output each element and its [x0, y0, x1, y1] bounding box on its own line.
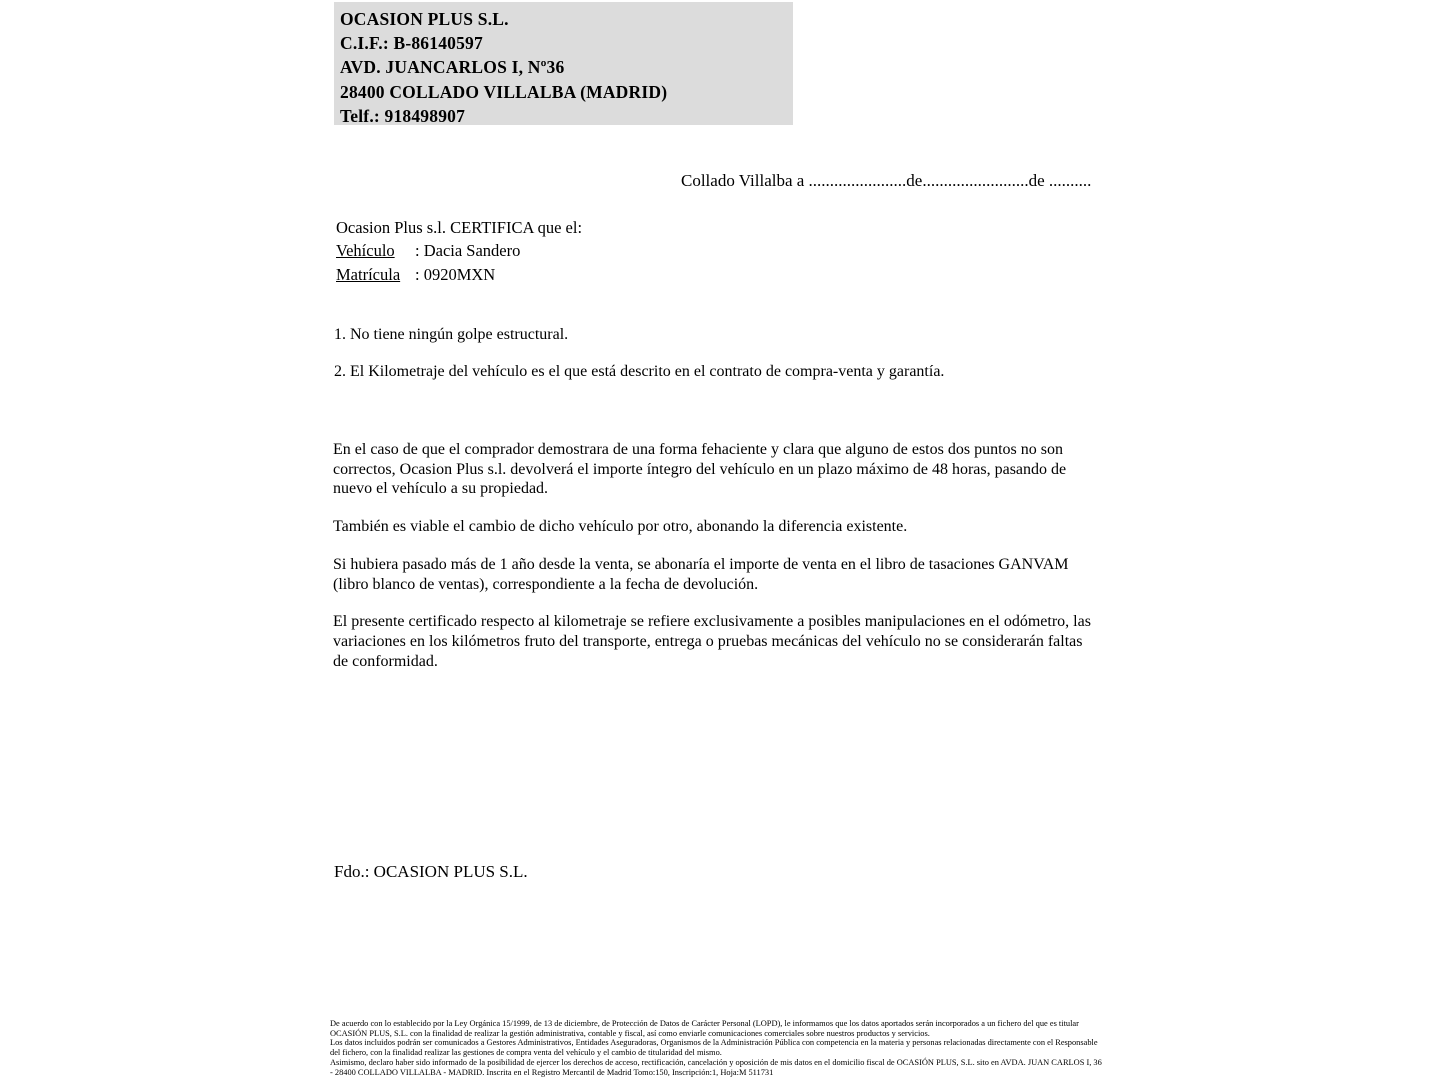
- company-city: 28400 COLLADO VILLALBA (MADRID): [340, 81, 668, 102]
- body-paragraphs: [333, 440, 1093, 689]
- certificate-intro: Ocasion Plus s.l. CERTIFICA que el:: [336, 218, 583, 237]
- company-phone: Telf.: 918498907: [340, 105, 466, 126]
- certificate-block: [336, 216, 582, 286]
- legal-footer: [330, 1019, 1102, 1077]
- paragraph-refund-guarantee: En el caso de que el comprador demostrara de una forma fehaciente y clara que alguno de estos dos puntos no son correctos, Ocasion Plus s.l. devolverá el importe íntegro del vehículo en un plazo máximo de 48 horas, pasando de nuevo el vehículo a su propiedad.: [333, 441, 1067, 498]
- vehicle-field-row: [336, 239, 582, 262]
- legal-paragraph-rights: Asimismo, declaro haber sido informado de la posibilidad de ejercer los derechos de acceso, rectificación, cancelación y oposición de mis datos en el domicilio fiscal de OCASIÓN PLUS, S.L. sito en AVDA. JUAN CARLOS I, 36 - 28400 COLLADO VILLALBA - MADRID. Inscrita en el Registro Mercantil de Madrid Tomo:150, Inscripción:1, Hoja:M 511731: [330, 1057, 1102, 1077]
- paragraph-odometer-disclaimer: El presente certificado respecto al kilometraje se refiere exclusivamente a posibles manipulaciones en el odómetro, las variaciones en los kilómetros fruto del transporte, entrega o pruebas mecánicas del vehículo no se considerarán faltas de conformidad.: [333, 613, 1091, 670]
- plate-value: : 0920MXN: [415, 264, 496, 284]
- legal-paragraph-data-sharing: Los datos incluidos podrán ser comunicados a Gestores Administrativos, Entidades Aseguradoras, Organismos de la Administración Pública con competencia en la materia y personas relacionadas directamente con el Responsable del fichero, con la finalidad realizar las gestiones de compra venta del vehículo y el cambio de titularidad del mismo.: [330, 1038, 1098, 1058]
- company-address: AVD. JUANCARLOS I, Nº36: [340, 57, 565, 78]
- plate-field-row: [336, 263, 582, 286]
- legal-paragraph-lopd: De acuerdo con lo establecido por la Ley Orgánica 15/1999, de 13 de diciembre, de Protección de Datos de Carácter Personal (LOPD), le informamos que los datos aportados serán incorporados a un fichero del que es titular OCASIÓN PLUS, S.L. con la finalidad de realizar la gestión administrativa, contable y fiscal, así como enviarle comunicaciones comerciales sobre nuestros productos y servicios.: [330, 1019, 1079, 1038]
- company-header-box: [334, 2, 793, 125]
- company-cif: C.I.F.: B-86140597: [340, 33, 483, 54]
- paragraph-exchange-option: También es viable el cambio de dicho vehículo por otro, abonando la diferencia existente.: [333, 518, 908, 536]
- paragraph-ganvam-valuation: Si hubiera pasado más de 1 año desde la venta, se abonaría el importe de venta en el libro de tasaciones GANVAM (libro blanco de ventas), correspondiente a la fecha de devolución.: [333, 555, 1069, 593]
- vehicle-value: : Dacia Sandero: [415, 241, 521, 261]
- company-name: OCASION PLUS S.L.: [340, 9, 509, 29]
- date-fill-in-line: Collado Villalba a .......................de.........................de ..........: [681, 171, 1092, 190]
- signature-line: Fdo.: OCASION PLUS S.L.: [334, 862, 528, 881]
- conditions-list: [334, 325, 1094, 399]
- condition-item-2: 2. El Kilometraje del vehículo es el que está descrito en el contrato de compra-venta y garantía.: [334, 363, 945, 380]
- condition-item-1: 1. No tiene ningún golpe estructural.: [334, 326, 569, 343]
- plate-label: Matrícula: [336, 264, 401, 284]
- vehicle-label: Vehículo: [336, 241, 395, 261]
